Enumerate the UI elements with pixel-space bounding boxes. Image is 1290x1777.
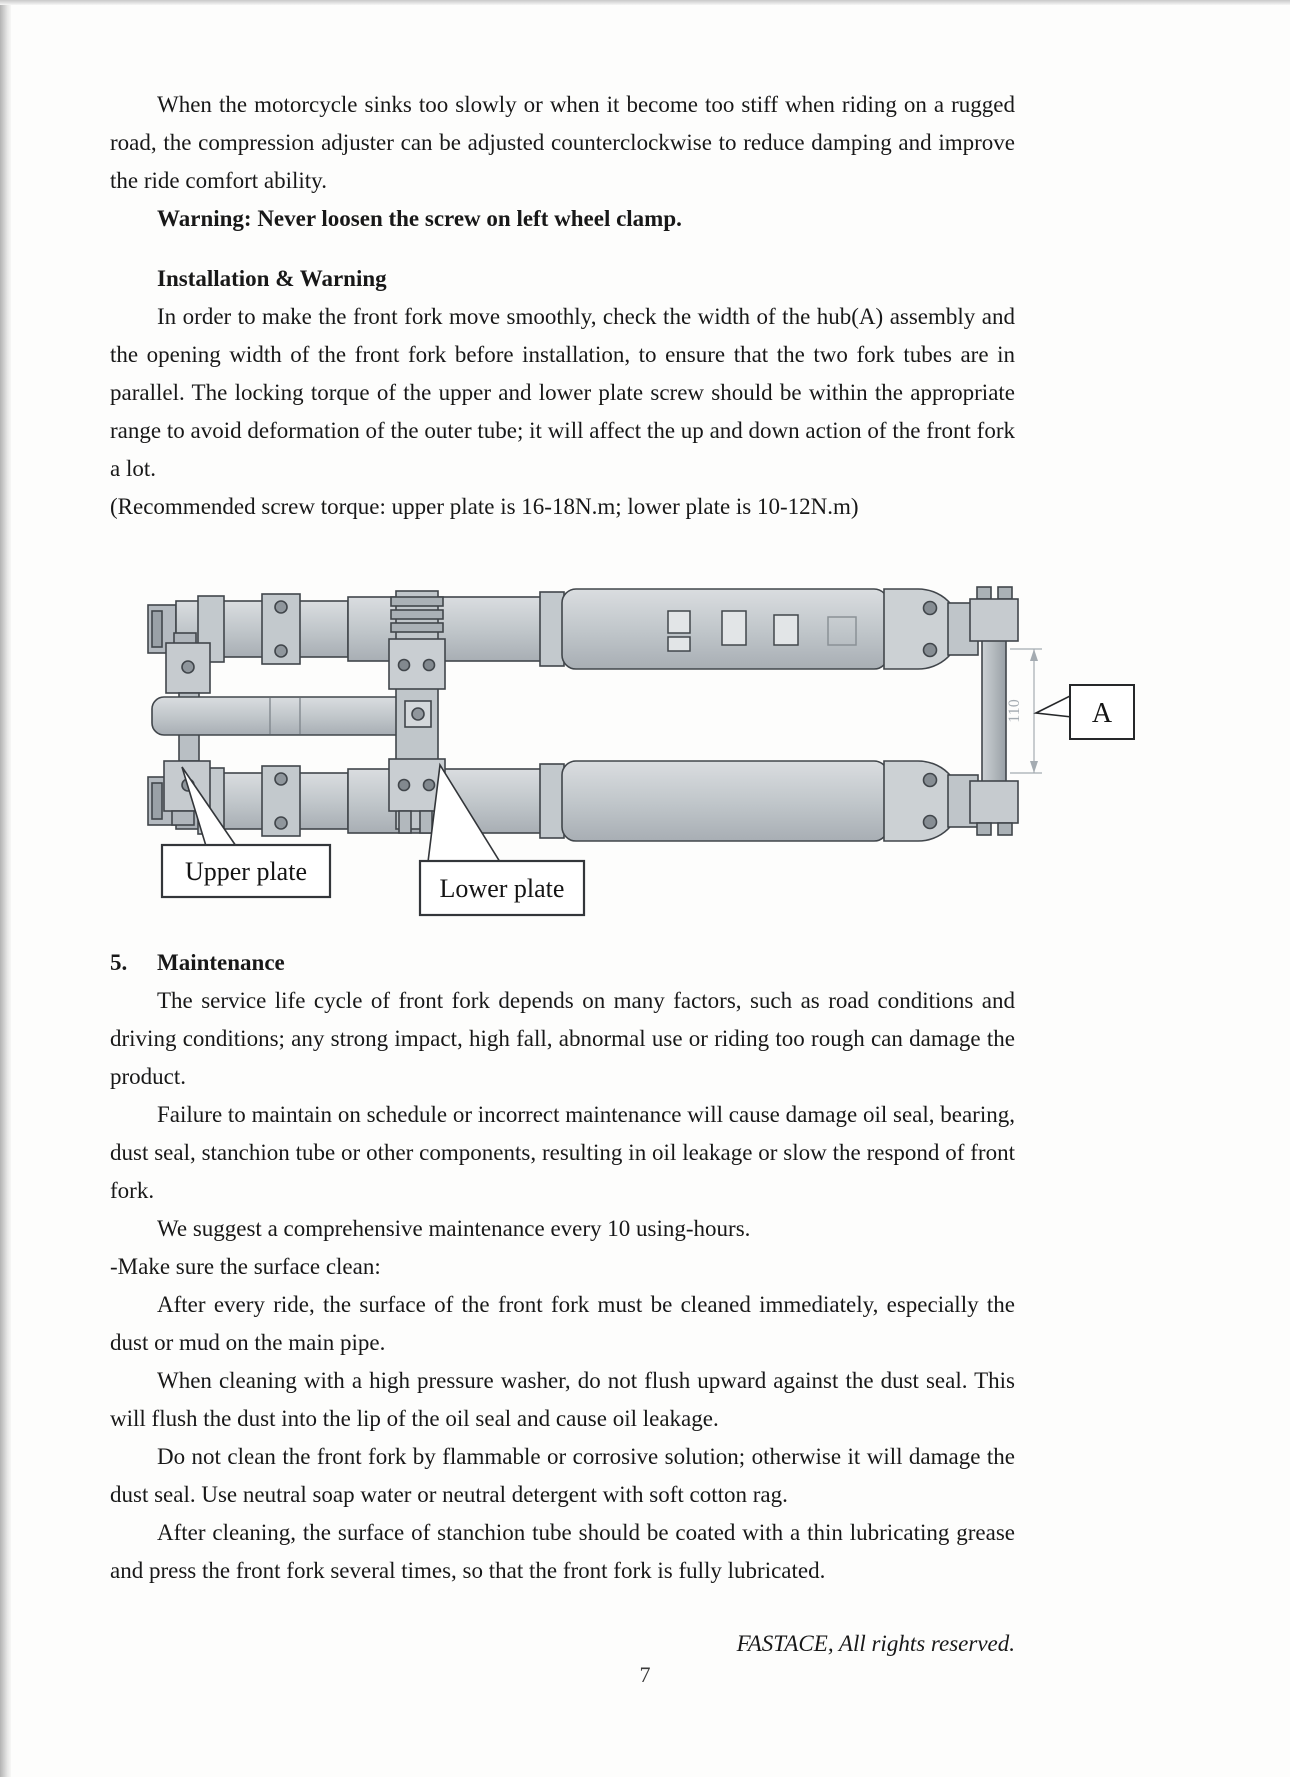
callout-a-label: A xyxy=(1091,698,1113,729)
maintenance-paragraph-4: When cleaning with a high pressure washer, do not flush upward against the dust seal. This will flush the dust into the lip of the oil seal and cause oil leakage. xyxy=(110,1368,1015,1431)
installation-paragraph: In order to make the front fork move smoothly, check the width of the hub(A) assembly and the opening width of the front fork before installation, to ensure that the two fork tubes are in parallel. The locking torque of the upper and lower plate screw should be within the appropriate range to avoid deformation of the outer tube; it will affect the up and down action of the front fork a lot. xyxy=(110,304,1015,481)
installation-heading: Installation & Warning xyxy=(157,266,387,291)
dimension-110 xyxy=(1006,649,1042,773)
callout-a xyxy=(1036,685,1134,739)
maintenance-text xyxy=(110,982,1015,1590)
front-fork-figure xyxy=(0,515,1290,947)
bottom-fork-leg xyxy=(148,761,978,841)
maintenance-paragraph-5: Do not clean the front fork by flammable or corrosive solution; otherwise it will damage the dust seal. Use neutral soap water or neutral detergent with soft cotton rag. xyxy=(110,1444,1015,1507)
steering-stem xyxy=(152,697,414,735)
top-text-section xyxy=(110,86,1015,526)
upper-plate-label-text: Upper plate xyxy=(184,857,308,886)
warning-line: Warning: Never loosen the screw on left wheel clamp. xyxy=(157,206,682,231)
lower-plate-label-text: Lower plate xyxy=(439,874,565,903)
maintenance-paragraph-6: After cleaning, the surface of stanchion tube should be coated with a thin lubricating grease and press the front fork several times, so that the front fork is fully lubricated. xyxy=(110,1520,1015,1583)
top-fork-leg xyxy=(148,589,978,669)
maintenance-paragraph-3: After every ride, the surface of the front fork must be cleaned immediately, especially the dust or mud on the main pipe. xyxy=(110,1292,1015,1355)
maintenance-suggestion-line: We suggest a comprehensive maintenance every 10 using-hours. xyxy=(157,1216,751,1241)
page-number: 7 xyxy=(639,1662,651,1687)
maintenance-heading xyxy=(110,944,1015,982)
section-title: Maintenance xyxy=(157,950,285,975)
maintenance-paragraph-2: Failure to maintain on schedule or incorrect maintenance will cause damage oil seal, bearing, dust seal, stanchion tube or other components, resulting in oil leakage or slow the respond of front fork. xyxy=(110,1102,1015,1203)
footer-copyright: FASTACE, All rights reserved. xyxy=(736,1631,1015,1656)
maintenance-paragraph-1: The service life cycle of front fork depends on many factors, such as road conditions and driving conditions; any strong impact, high fall, abnormal use or riding too rough can damage the product. xyxy=(110,988,1015,1089)
section-number: 5. xyxy=(110,950,128,975)
front-fork-diagram xyxy=(0,515,1290,947)
surface-clean-line: -Make sure the surface clean: xyxy=(110,1254,381,1279)
maintenance-section xyxy=(110,944,1015,1590)
torque-note: (Recommended screw torque: upper plate is 16-18N.m; lower plate is 10-12N.m) xyxy=(110,494,859,519)
intro-paragraph: When the motorcycle sinks too slowly or when it become too stiff when riding on a rugged road, the compression adjuster can be adjusted counterclockwise to reduce damping and improve the ride comfort ability. xyxy=(110,92,1015,193)
scanned-page-top-edge xyxy=(0,0,1290,5)
dimension-value: 110 xyxy=(1006,699,1023,723)
